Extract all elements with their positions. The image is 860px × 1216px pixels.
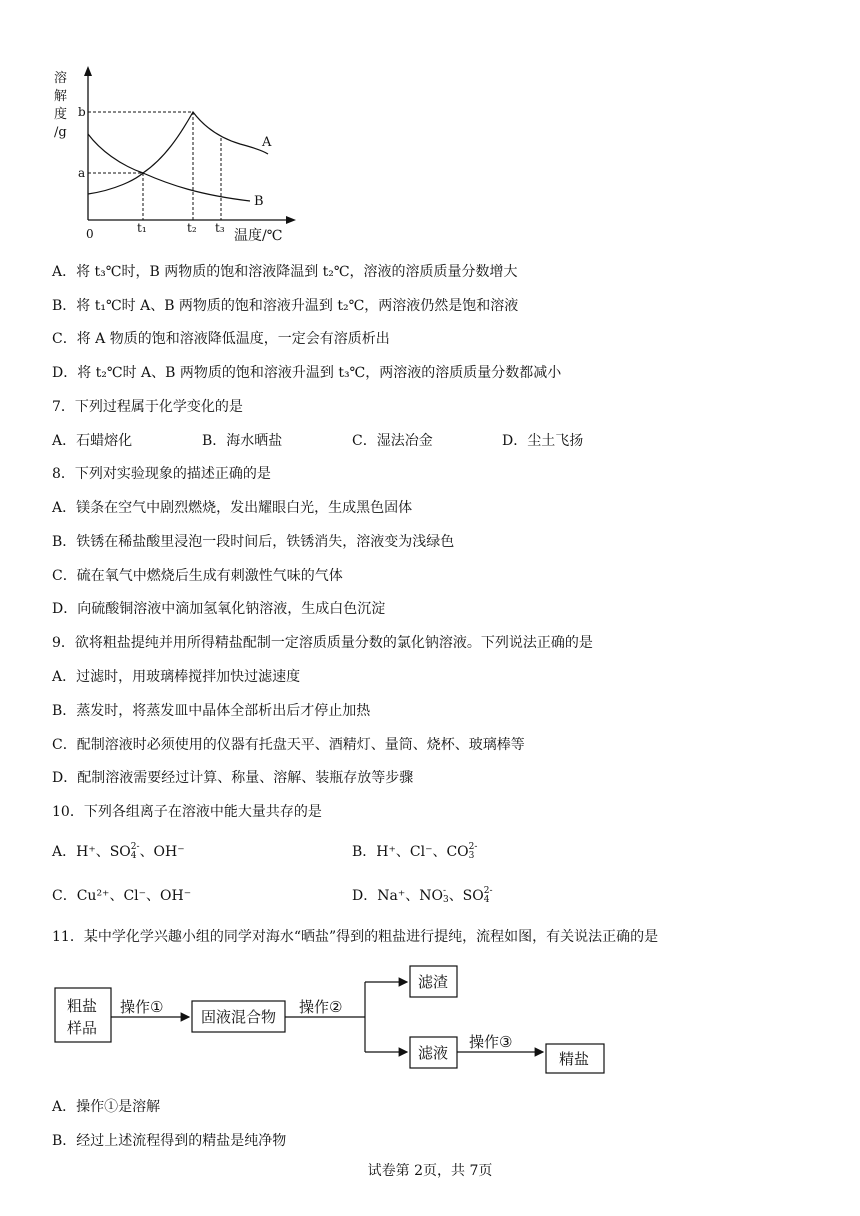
- curve-label-b: B: [254, 194, 264, 209]
- label-op2: 操作②: [299, 998, 343, 1016]
- q9-option-c: C．配制溶液时必须使用的仪器有托盘天平、酒精灯、量筒、烧杯、玻璃棒等: [52, 737, 525, 753]
- q6-option-a: A．将 t₃℃时，B 两物质的饱和溶液降温到 t₂℃，溶液的溶质质量分数增大: [52, 264, 518, 280]
- q9-option-b: B．蒸发时，将蒸发皿中晶体全部析出后才停止加热: [52, 703, 371, 719]
- q10-a-suffix: 、OH⁻: [139, 844, 185, 860]
- q8-option-a: A．镁条在空气中剧烈燃烧，发出耀眼白光，生成黑色固体: [52, 500, 413, 516]
- q10-b-subscript: 3: [468, 851, 475, 861]
- q10-b-charge: 2-: [468, 842, 478, 852]
- q10-a-subscript: 4: [130, 851, 137, 861]
- y-tick-b: b: [78, 105, 86, 119]
- q8-option-b: B．铁锈在稀盐酸里浸泡一段时间后，铁锈消失，溶液变为浅绿色: [52, 534, 455, 550]
- q7-stem: 7．下列过程属于化学变化的是: [52, 399, 243, 415]
- q11-option-b: B．经过上述流程得到的精盐是纯净物: [52, 1133, 287, 1149]
- q10-option-a: [52, 842, 185, 862]
- label-op3: 操作③: [469, 1033, 513, 1051]
- x-tick-t2: t₂: [187, 221, 197, 235]
- y-axis-arrow: [84, 66, 92, 76]
- q10-d-subscript-1: 3: [442, 895, 449, 905]
- q11-option-a: A．操作①是溶解: [52, 1099, 161, 1115]
- q10-option-b: [352, 842, 477, 862]
- box-residue-label: 滤渣: [418, 973, 449, 991]
- q10-a-prefix: A．H⁺、SO: [52, 844, 131, 860]
- q10-b-prefix: B．H⁺、Cl⁻、CO: [352, 844, 469, 860]
- q10-d-subscript-2: 4: [483, 895, 490, 905]
- x-tick-t1: t₁: [137, 221, 147, 235]
- q10-d-prefix: D．Na⁺、NO: [352, 888, 443, 904]
- x-tick-t3: t₃: [215, 221, 225, 235]
- q6-option-d: D．将 t₂℃时 A、B 两物质的饱和溶液升温到 t₃℃，两溶液的溶质质量分数都减小: [52, 365, 562, 381]
- q10-d-charge-1: -: [442, 886, 446, 896]
- q9-stem: 9．欲将粗盐提纯并用所得精盐配制一定溶质质量分数的氯化钠溶液。下列说法正确的是: [52, 635, 593, 651]
- q7-option-d: D．尘土飞扬: [502, 433, 584, 449]
- q11-stem: 11．某中学化学兴趣小组的同学对海水“晒盐”得到的粗盐进行提纯，流程如图，有关说法正确的是: [52, 929, 659, 945]
- box-refined-salt-label: 精盐: [559, 1050, 590, 1068]
- q6-option-c: C．将 A 物质的饱和溶液降低温度，一定会有溶质析出: [52, 331, 390, 347]
- box-mixture-label: 固液混合物: [201, 1008, 277, 1026]
- q10-option-c: C．Cu²⁺、Cl⁻、OH⁻: [52, 888, 192, 904]
- x-axis-label: 温度/℃: [234, 228, 283, 244]
- box-raw-salt-line2: 样品: [67, 1019, 98, 1037]
- q7-option-a: A．石蜡熔化: [52, 433, 133, 449]
- page-footer: 试卷第 2页，共 7页: [367, 1163, 493, 1179]
- curve-a: [88, 112, 268, 194]
- q9-option-d: D．配制溶液需要经过计算、称量、溶解、装瓶存放等步骤: [52, 770, 414, 786]
- q7-option-b: B．海水晒盐: [202, 433, 283, 449]
- x-axis-arrow: [286, 216, 296, 224]
- q8-option-c: C．硫在氧气中燃烧后生成有刺激性气味的气体: [52, 568, 343, 584]
- q10-a-charge: 2-: [130, 842, 140, 852]
- y-tick-a: a: [78, 166, 86, 180]
- x-tick-0: 0: [86, 227, 94, 241]
- q9-option-a: A．过滤时，用玻璃棒搅拌加快过滤速度: [52, 669, 301, 685]
- box-filtrate-label: 滤液: [418, 1044, 449, 1062]
- q8-option-d: D．向硫酸铜溶液中滴加氢氧化钠溶液，生成白色沉淀: [52, 601, 386, 617]
- q10-d-charge-2: 2-: [483, 886, 493, 896]
- q10-d-mid: 、SO: [448, 888, 484, 904]
- y-axis-label-3: 度: [54, 107, 68, 122]
- q8-stem: 8．下列对实验现象的描述正确的是: [52, 466, 271, 482]
- curve-label-a: A: [262, 135, 272, 150]
- q10-option-d: [352, 886, 493, 906]
- y-axis-label-4: /g: [54, 125, 67, 140]
- box-raw-salt-line1: 粗盐: [67, 997, 98, 1015]
- purification-flowchart: [40, 960, 640, 1080]
- q6-option-b: B．将 t₁℃时 A、B 两物质的饱和溶液升温到 t₂℃，两溶液仍然是饱和溶液: [52, 298, 519, 314]
- q10-stem: 10．下列各组离子在溶液中能大量共存的是: [52, 804, 322, 820]
- curve-b: [88, 134, 250, 201]
- label-op1: 操作①: [120, 998, 164, 1016]
- y-axis-label-2: 解: [54, 89, 68, 104]
- solubility-chart: [40, 60, 310, 250]
- q7-option-c: C．湿法冶金: [352, 433, 433, 449]
- y-axis-label-1: 溶: [54, 71, 68, 86]
